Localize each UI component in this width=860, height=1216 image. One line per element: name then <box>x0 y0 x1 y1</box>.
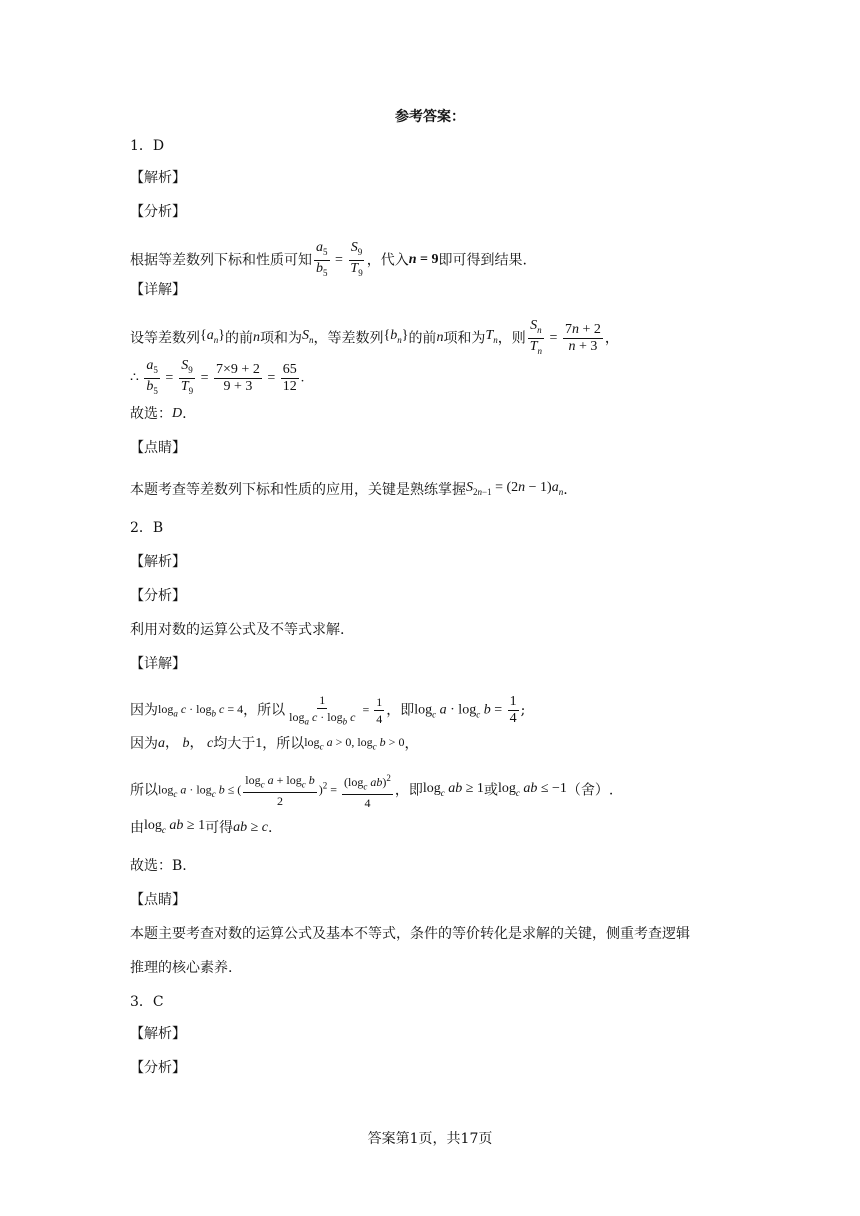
q1-dianjing-text: 本题考查等差数列下标和性质的应用，关键是熟练掌握$S_{2n-1} = (2n - 1)a_n$. <box>130 478 568 502</box>
q2-jiexi-label: 【解析】 <box>130 554 186 570</box>
q2-fenxi-label: 【分析】 <box>130 588 186 604</box>
q2-line4: 由$\log_c$ ab ≥ 1可得ab ≥ c. <box>130 816 272 840</box>
q2-line1-b: ，所以 <box>243 702 286 719</box>
q2-given-formula: $\log_a c \cdot \log_b c = 4$ <box>158 701 244 718</box>
q1-detail-a: 设等差数列 <box>130 330 200 347</box>
q2-line4-a: 由 <box>130 819 144 836</box>
q2-line1-a: 因为 <box>130 702 158 719</box>
q2-dianjing-line1: 本题主要考查对数的运算公式及基本不等式，条件的等价转化是求解的关键，侧重考查逻辑 <box>130 926 690 942</box>
q2-line2: 因为a， b， c均大于1，所以$\log_c a > 0$, $\log_c b > 0$， <box>130 732 418 756</box>
q1-detail-e: 的前 <box>408 330 437 347</box>
q2-line3 <box>130 770 613 811</box>
q1-dianjing-formula: $S_{2n-1} = (2n - 1)a_n$ <box>466 480 564 497</box>
q1-choice: 故选：D. <box>130 406 187 422</box>
q2-line3-a: 所以 <box>130 782 158 799</box>
q1-choice-text: 故选： <box>130 406 172 422</box>
q1-fenxi-after-a: ，代入 <box>366 252 409 269</box>
q1-n-var-2: n <box>436 330 444 346</box>
q2-positive-logs: $\log_c a > 0$, $\log_c b > 0$ <box>304 735 405 752</box>
q3-number: 3．C <box>130 994 164 1010</box>
q3-fenxi-label: 【分析】 <box>130 1060 186 1076</box>
q1-fenxi-label: 【分析】 <box>130 204 186 220</box>
page-footer: 答案第1页，共17页 <box>367 1131 493 1147</box>
q2-line3-c: 或 <box>483 782 498 799</box>
q2-number: 2．B <box>130 520 164 536</box>
q1-dianjing-label: 【点睛】 <box>130 440 186 456</box>
q1-Tn: $T_n$ <box>485 328 498 346</box>
q2-dianjing-line2: 推理的核心素养. <box>130 960 233 976</box>
q1-detail-c: 项和为 <box>259 330 302 347</box>
q1-detail-line1: 设等差数列$\{a_n\}$的前n项和为$S_n$，等差数列$\{b_n\}$的前n项和为$T_n$，则 $\frac{S_n}{T_n}$ = $\frac{7n + 2}{n + 3}$ ， <box>130 318 619 359</box>
q2-line1: 因为$\log_a c \cdot \log_b c = 4$，所以 $\frac{1}{\log_a c \cdot \log_b c}$ = $\frac{1}{4}$ ，即$\log_c a \cdot \log_c b$ = $\frac{1}{4}$ ; <box>130 692 525 729</box>
q1-detail-f: 项和为 <box>443 330 486 347</box>
q1-seq-b: $\{b_n\}$ <box>383 328 409 346</box>
q1-fenxi-text <box>130 240 527 281</box>
q1-detail-g: ，则 <box>497 330 526 347</box>
q1-detail-d: ，等差数列 <box>313 330 384 347</box>
q2-one: 1 <box>255 736 263 752</box>
q2-from-formula: $\log_c$ ab ≥ 1 <box>144 818 206 835</box>
q2-inequality-formula: $\log_c a \cdot \log_c b$ ≤ ( $\frac{\log_c a + \log_c b}{2}$ )$^2$ = $\frac{(\log_c ab)^2}{4}$ <box>158 770 395 811</box>
q2-vars: a， b， c <box>158 736 214 752</box>
q2-reciprocal-formula: $\frac{1}{\log_a c \cdot \log_b c}$ = $\frac{1}{4}$ <box>289 693 383 727</box>
q1-number: 1．D <box>130 138 165 154</box>
q1-computation-formula: ∴ $\frac{a_5}{b_5}$ = $\frac{S_9}{T_9}$ = $\frac{7\times 9 + 2}{9 + 3}$ = $\frac{65}{12}$ . <box>130 358 305 396</box>
q2-choice: 故选：B. <box>130 858 187 874</box>
q1-n-var: n <box>252 330 260 346</box>
q1-Sn: $S_n$ <box>301 328 314 346</box>
q2-line3-b: ，即 <box>394 782 423 799</box>
q3-jiexi-label: 【解析】 <box>130 1026 186 1042</box>
q2-line3-d: （舍）. <box>566 782 614 799</box>
q2-product-formula: $\log_c a \cdot \log_c b$ = $\frac{1}{4}$ <box>414 694 517 727</box>
q1-dianjing-body: 本题考查等差数列下标和性质的应用，关键是熟练掌握 <box>130 481 466 498</box>
q2-le-minus-one: $\log_c$ ab ≤ −1 <box>497 780 567 798</box>
q1-seq-a: $\{a_n\}$ <box>200 328 225 346</box>
q1-fenxi-after-b: 即可得到结果. <box>438 252 527 269</box>
q2-xiangjie-label: 【详解】 <box>130 656 186 672</box>
q2-dianjing-label: 【点睛】 <box>130 892 186 908</box>
page-title: 参考答案： <box>395 109 465 125</box>
q1-xiangjie-label: 【详解】 <box>130 282 186 298</box>
q2-line2-c: ，所以 <box>262 736 305 753</box>
q1-jiexi-label: 【解析】 <box>130 170 186 186</box>
q1-fenxi-before: 根据等差数列下标和性质可知 <box>130 252 312 269</box>
q2-line2-b: 均大于 <box>213 736 256 753</box>
q1-Sn-Tn-ratio: $\frac{S_n}{T_n}$ = $\frac{7n + 2}{n + 3}$ <box>529 318 601 356</box>
q1-detail-b: 的前 <box>224 330 253 347</box>
q1-computation <box>130 358 304 399</box>
q2-line1-c: ，即 <box>386 702 415 719</box>
q2-fenxi-text: 利用对数的运算公式及不等式求解. <box>130 622 345 638</box>
q1-ratio-formula: $\frac{a_5}{b_5}$ = $\frac{S_9}{T_9}$ <box>316 240 363 278</box>
q2-result-formula: ab ≥ c <box>233 819 268 835</box>
q1-n-equals-9: n = 9 <box>408 252 439 268</box>
q2-line2-a: 因为 <box>130 736 158 753</box>
q2-ge-one: $\log_c$ ab ≥ 1 <box>422 780 484 798</box>
q2-line4-b: 可得 <box>205 819 234 836</box>
q1-choice-letter: D <box>172 406 183 421</box>
